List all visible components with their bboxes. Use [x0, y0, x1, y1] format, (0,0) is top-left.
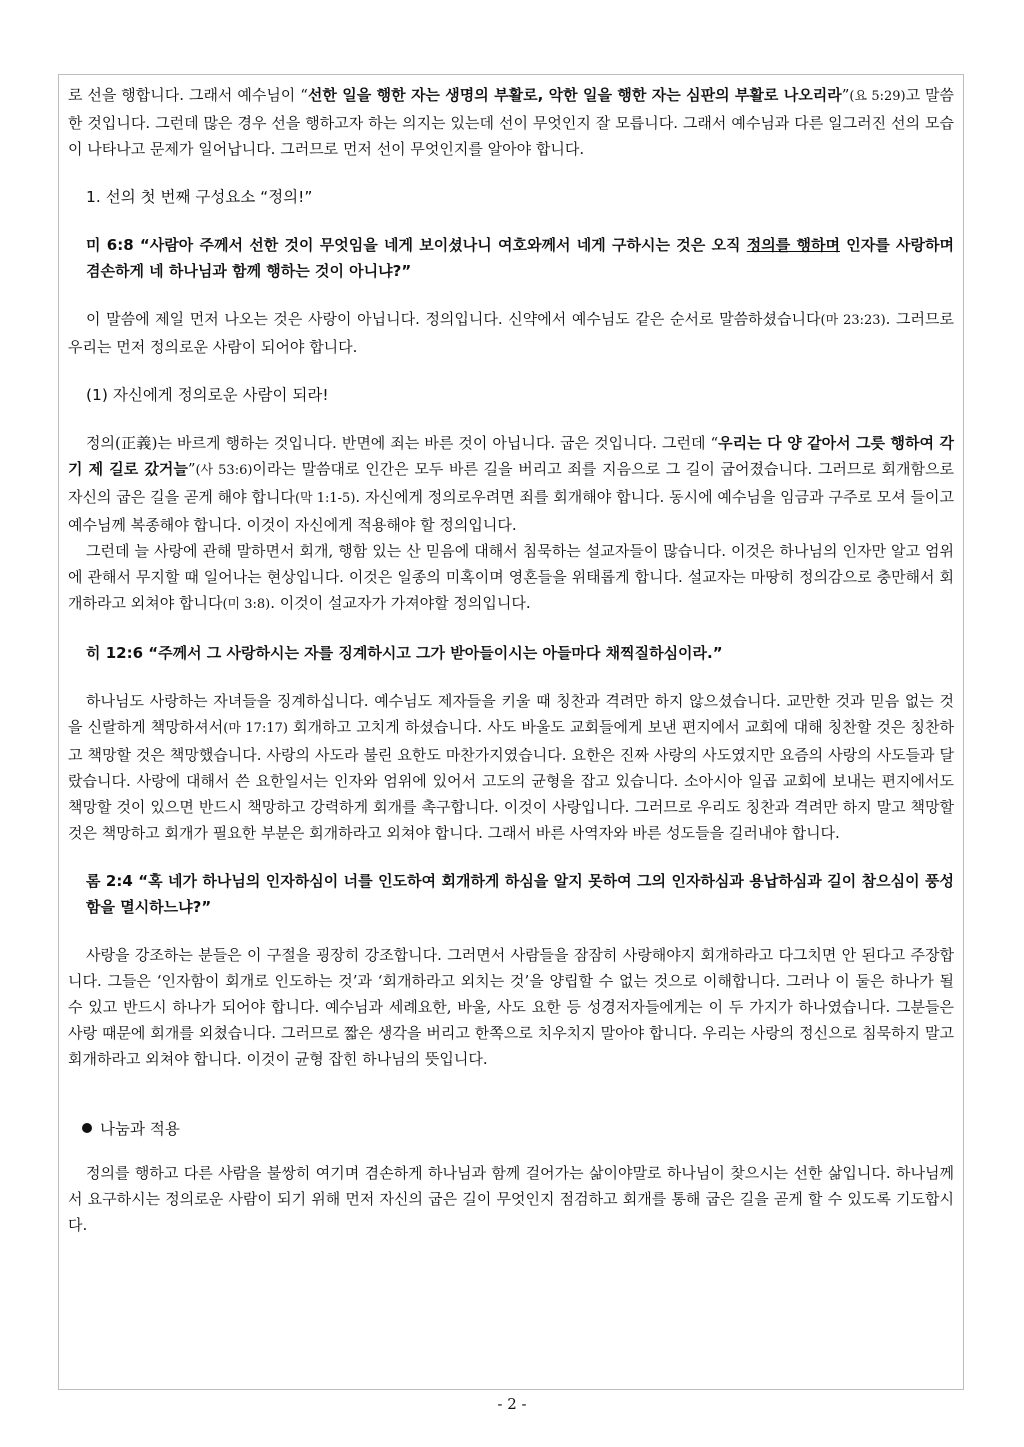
- sharing-paragraph: 정의를 행하고 다른 사람을 불쌍히 여기며 겸손하게 하나님과 함께 걸어가는 삶이야말로 하나님이 찾으시는 선한 삶입니다. 하나님께서 요구하시는 정의로운 사람이 되기 위해 먼저 자신의 굽은 길이 무엇인지 점검하고 회개를 통해 굽은 길을 곧게 할 수 있도록 기도합시다.: [68, 1164, 954, 1234]
- paragraph-discipline: 하나님도 사랑하는 자녀들을 징계하십니다. 예수님도 제자들을 키울 때 칭찬과 격려만 하지 않으셨습니다. 교만한 것과 믿음 없는 것을 신랄하게 책망하셔서(마 17:17) 회개하고 고치게 하셨습니다. 사도 바울도 교회들에게 보낸 편지에서 교회에 대해 칭찬할 것은 칭찬하고 책망할 것은 책망했습니다. 사랑의 사도라 불린 요한도 마찬가지였습니다. 요한은 진짜 사랑의 사도였지만 요즘의 사랑의 사도들과 달랐습니다. 사랑에 대해서 쓴 요한일서는 인자와 엄위에 있어서 고도의 균형을 잡고 있습니다. 소아시아 일곱 교회에 보내는 편지에서도 책망할 것이 있으면 반드시 책망하고 강력하게 회개를 촉구합니다. 이것이 사랑입니다. 그러므로 우리도 칭찬과 격려만 하지 말고 책망할 것은 책망하고 회개가 필요한 부분은 회개하라고 외쳐야 합니다. 그래서 바른 사역자와 바른 성도들을 길러내야 합니다.: [68, 692, 954, 842]
- paragraph-balance: 사랑을 강조하는 분들은 이 구절을 굉장히 강조합니다. 그러면서 사람들을 잠잠히 사랑해야지 회개하라고 다그치면 안 된다고 주장합니다. 그들은 ‘인자함이 회개로 인도하는 것’과 ‘회개하라고 외치는 것’을 양립할 수 없는 것으로 이해합니다. 그러나 이 둘은 하나가 될 수 있고 반드시 하나가 되어야 합니다. 예수님과 세례요한, 바울, 사도 요한 등 성경저자들에게는 이 두 가지가 하나였습니다. 그분들은 사랑 때문에 회개를 외쳤습니다. 그러므로 짧은 생각을 버리고 한쪽으로 치우치지 말아야 합니다. 우리는 사랑의 정신으로 침묵하지 말고 회개하라고 외쳐야 합니다. 이것이 균형 잡힌 하나님의 뜻입니다.: [68, 946, 954, 1068]
- sharing-heading: 나눔과 적용: [68, 1116, 954, 1142]
- subsection-heading: (1) 자신에게 정의로운 사람이 되라!: [86, 386, 329, 404]
- scripture-micah: 미 6:8 “사람아 주께서 선한 것이 무엇임을 네게 보이셨나니 여호와께서 네게 구하시는 것은 오직 정의를 행하며 인자를 사랑하며 겸손하게 네 하나님과 함께 행하는 것이 아니냐?”: [86, 236, 954, 280]
- paragraph-justice-order: 이 말씀에 제일 먼저 나오는 것은 사랑이 아닙니다. 정의입니다. 신약에서 예수님도 같은 순서로 말씀하셨습니다(마 23:23). 그러므로 우리는 먼저 정의로운 사람이 되어야 합니다.: [68, 310, 954, 356]
- intro-paragraph: 로 선을 행합니다. 그래서 예수님이 “선한 일을 행한 자는 생명의 부활로, 악한 일을 행한 자는 심판의 부활로 나오리라”(요 5:29)고 말씀한 것입니다. 그런데 많은 경우 선을 행하고자 하는 의지는 있는데 선이 무엇인지 잘 모릅니다. 그래서 예수님과 다른 일그러진 선의 모습이 나타나고 문제가 일어납니다. 그러므로 먼저 선이 무엇인지를 알아야 합니다.: [68, 86, 954, 158]
- john-quote: 선한 일을 행한 자는 생명의 부활로, 악한 일을 행한 자는 심판의 부활로 나오리라: [307, 86, 842, 104]
- bullet-icon: [82, 1123, 92, 1133]
- page-number: - 2 -: [497, 1395, 527, 1413]
- section-heading: 1. 선의 첫 번째 구성요소 “정의!”: [86, 188, 313, 206]
- scripture-romans: 롬 2:4 “혹 네가 하나님의 인자하심이 너를 인도하여 회개하게 하심을 알지 못하여 그의 인자하심과 용납하심과 길이 참으심이 풍성함을 멸시하느냐?”: [86, 872, 954, 916]
- document-body: [68, 82, 954, 1238]
- paragraph-righteousness: 정의(正義)는 바르게 행하는 것입니다. 반면에 죄는 바른 것이 아닙니다. 굽은 것입니다. 그런데 “우리는 다 양 같아서 그릇 행하여 각기 제 길로 갔거늘”(사 53:6)이라는 말씀대로 인간은 모두 바른 길을 버리고 죄를 지음으로 그 길이 굽어졌습니다. 그러므로 회개함으로 자신의 굽은 길을 곧게 해야 합니다(막 1:1-5). 자신에게 정의로우려면 죄를 회개해야 합니다. 동시에 예수님을 임금과 구주로 모셔 들이고 예수님께 복종해야 합니다. 이것이 자신에게 적용해야 할 정의입니다.: [68, 434, 955, 534]
- scripture-hebrews: 히 12:6 “주께서 그 사랑하시는 자를 징계하시고 그가 받아들이시는 아들마다 채찍질하심이라.”: [86, 644, 723, 662]
- paragraph-preachers: 그런데 늘 사랑에 관해 말하면서 회개, 행함 있는 산 믿음에 대해서 침묵하는 설교자들이 많습니다. 이것은 하나님의 인자만 알고 엄위에 관해서 무지할 때 일어나는 현상입니다. 이것은 일종의 미혹이며 영혼들을 위태롭게 합니다. 설교자는 마땅히 정의감으로 충만해서 회개하라고 외쳐야 합니다(미 3:8). 이것이 설교자가 가져야할 정의입니다.: [68, 542, 954, 612]
